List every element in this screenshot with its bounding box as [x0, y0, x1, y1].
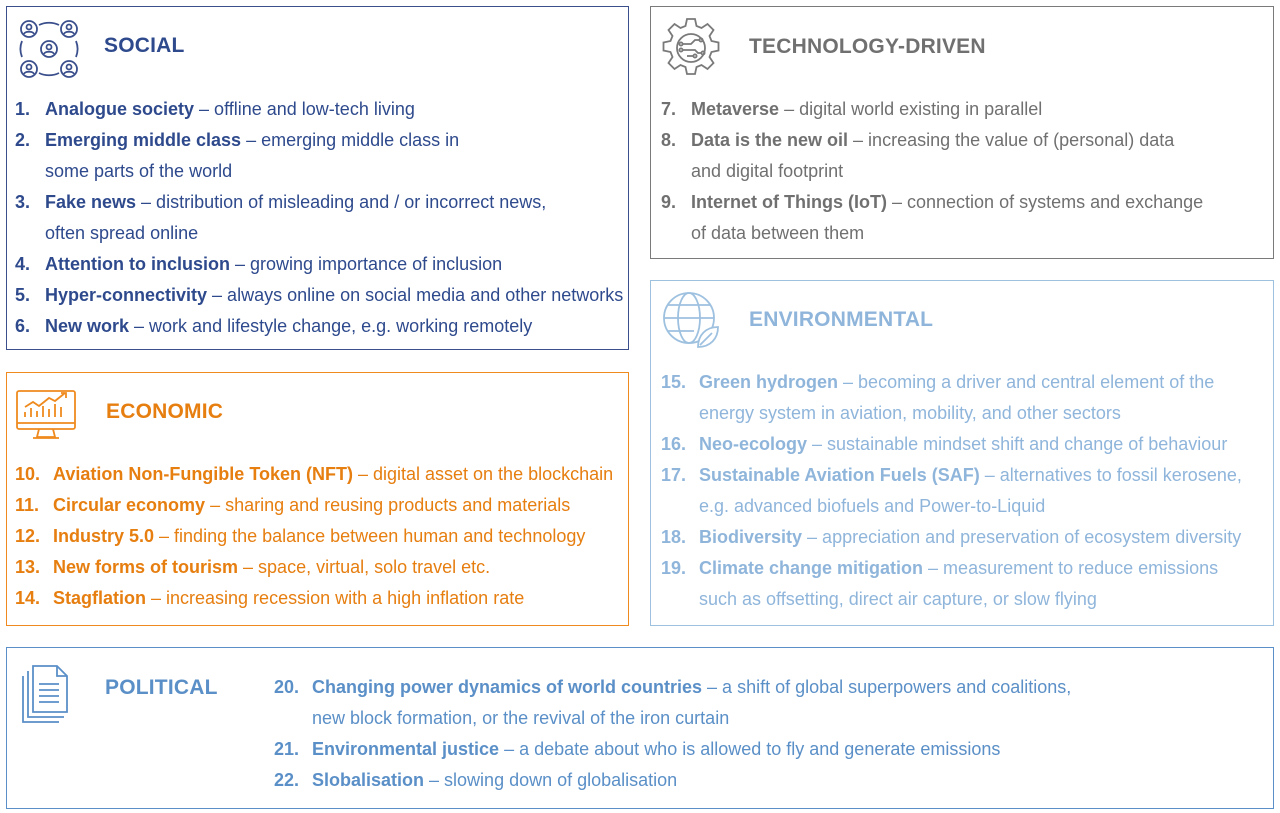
item-term: Stagflation: [53, 588, 146, 608]
item-term: Emerging middle class: [45, 130, 242, 150]
economic-title: ECONOMIC: [106, 400, 224, 423]
item-desc: – connection of systems and exchange: [886, 192, 1204, 212]
item-desc-cont: some parts of the world: [45, 161, 233, 181]
list-item: [15, 490, 627, 521]
item-desc: – finding the balance between human and technology: [154, 526, 586, 546]
list-item: [661, 460, 1271, 522]
list-item: [15, 280, 627, 311]
item-desc-cont: new block formation, or the revival of the iron curtain: [312, 708, 730, 728]
item-term: New work: [45, 316, 130, 336]
item-desc-cont: e.g. advanced biofuels and Power-to-Liquid: [699, 496, 1046, 516]
item-term: Internet of Things (IoT): [691, 192, 887, 212]
technology-list: [661, 94, 1271, 249]
political-list: [274, 672, 1254, 796]
item-desc: – a shift of global superpowers and coalitions,: [702, 677, 1072, 697]
item-desc: – measurement to reduce emissions: [923, 558, 1219, 578]
item-term: Analogue society: [45, 99, 195, 119]
list-item: [661, 367, 1271, 429]
item-desc: – slowing down of globalisation: [424, 770, 678, 790]
item-desc: – growing importance of inclusion: [229, 254, 503, 274]
environmental-box: [650, 280, 1274, 626]
political-title: POLITICAL: [105, 676, 218, 699]
list-item: [15, 94, 627, 125]
social-title: SOCIAL: [104, 34, 185, 57]
circuit-gear-icon: [659, 16, 723, 80]
item-desc: – sharing and reusing products and materials: [205, 495, 571, 515]
item-desc: – increasing recession with a high inflation rate: [146, 588, 525, 608]
economic-box: [6, 372, 629, 626]
item-desc-cont: often spread online: [45, 223, 199, 243]
item-desc: – alternatives to fossil kerosene,: [979, 465, 1242, 485]
item-number: 1.: [15, 99, 31, 119]
item-desc-cont: and digital footprint: [691, 161, 844, 181]
list-item: [15, 125, 627, 187]
item-desc: – becoming a driver and central element of the: [838, 372, 1215, 392]
list-item: [15, 311, 627, 342]
item-desc-cont: energy system in aviation, mobility, and other sectors: [699, 403, 1121, 423]
item-desc-cont: of data between them: [691, 223, 865, 243]
item-number: 9.: [661, 192, 677, 212]
item-term: Green hydrogen: [699, 372, 839, 392]
item-number: 2.: [15, 130, 31, 150]
item-number: 5.: [15, 285, 31, 305]
environmental-title: ENVIRONMENTAL: [749, 308, 934, 331]
item-term: Industry 5.0: [53, 526, 155, 546]
item-desc: – always online on social media and other networks: [207, 285, 624, 305]
item-term: Data is the new oil: [691, 130, 849, 150]
item-term: Climate change mitigation: [699, 558, 924, 578]
economic-list: [15, 459, 627, 614]
documents-icon: [19, 664, 75, 724]
item-number: 6.: [15, 316, 31, 336]
item-term: Slobalisation: [312, 770, 425, 790]
social-box: [6, 6, 629, 350]
list-item: [661, 522, 1271, 553]
item-number: 8.: [661, 130, 677, 150]
item-number: 14.: [15, 588, 41, 608]
list-item: [661, 553, 1271, 615]
item-desc: – digital world existing in parallel: [779, 99, 1043, 119]
item-desc: – offline and low-tech living: [194, 99, 415, 119]
item-term: Aviation Non-Fungible Token (NFT): [53, 464, 353, 484]
item-number: 3.: [15, 192, 31, 212]
list-item: [661, 94, 1271, 125]
item-term: Metaverse: [691, 99, 780, 119]
item-term: Circular economy: [53, 495, 206, 515]
item-number: 13.: [15, 557, 41, 577]
item-number: 12.: [15, 526, 41, 546]
list-item: [661, 187, 1271, 249]
people-network-icon: [17, 17, 83, 83]
item-term: Fake news: [45, 192, 137, 212]
item-desc: – appreciation and preservation of ecosystem diversity: [802, 527, 1242, 547]
environmental-list: [661, 367, 1271, 615]
item-desc: – increasing the value of (personal) data: [848, 130, 1175, 150]
list-item: [661, 429, 1271, 460]
list-item: [15, 583, 627, 614]
item-number: 16.: [661, 434, 687, 454]
item-number: 17.: [661, 465, 687, 485]
item-term: Sustainable Aviation Fuels (SAF): [699, 465, 980, 485]
technology-title: TECHNOLOGY-DRIVEN: [749, 35, 986, 58]
item-desc: – emerging middle class in: [241, 130, 460, 150]
globe-leaf-icon: [660, 289, 722, 351]
social-list: [15, 94, 627, 342]
item-number: 11.: [15, 495, 40, 515]
list-item: [15, 459, 627, 490]
item-number: 15.: [661, 372, 687, 392]
technology-box: [650, 6, 1274, 259]
list-item: [15, 249, 627, 280]
item-term: Changing power dynamics of world countries: [312, 677, 703, 697]
item-term: Environmental justice: [312, 739, 500, 759]
item-number: 10.: [15, 464, 41, 484]
list-item: [661, 125, 1271, 187]
list-item: [15, 187, 627, 249]
item-term: Biodiversity: [699, 527, 803, 547]
item-desc: – work and lifestyle change, e.g. working remotely: [129, 316, 533, 336]
political-box: [6, 647, 1274, 809]
item-number: 19.: [661, 558, 687, 578]
item-term: Hyper-connectivity: [45, 285, 208, 305]
item-term: New forms of tourism: [53, 557, 239, 577]
list-item: [274, 672, 1254, 734]
item-desc: – sustainable mindset shift and change of behaviour: [807, 434, 1228, 454]
item-number: 20.: [274, 677, 300, 697]
item-desc: – space, virtual, solo travel etc.: [238, 557, 491, 577]
item-number: 21.: [274, 739, 300, 759]
item-desc: – a debate about who is allowed to fly and generate emissions: [499, 739, 1001, 759]
monitor-chart-icon: [15, 389, 77, 441]
item-number: 4.: [15, 254, 31, 274]
list-item: [274, 765, 1254, 796]
list-item: [15, 521, 627, 552]
list-item: [15, 552, 627, 583]
item-desc: – distribution of misleading and / or incorrect news,: [136, 192, 547, 212]
item-number: 7.: [661, 99, 677, 119]
item-term: Attention to inclusion: [45, 254, 230, 274]
item-desc-cont: such as offsetting, direct air capture, or slow flying: [699, 589, 1097, 609]
item-number: 22.: [274, 770, 300, 790]
item-number: 18.: [661, 527, 687, 547]
list-item: [274, 734, 1254, 765]
item-desc: – digital asset on the blockchain: [352, 464, 614, 484]
item-term: Neo-ecology: [699, 434, 808, 454]
